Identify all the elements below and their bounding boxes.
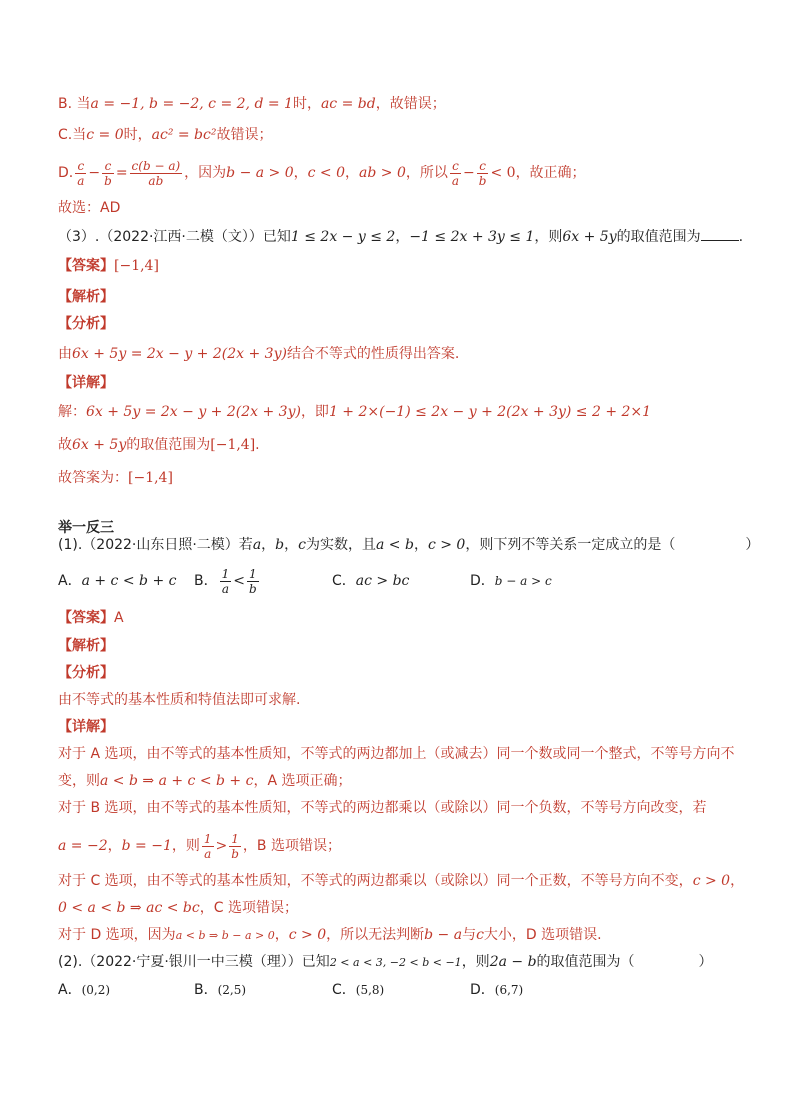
text: 故选：AD <box>58 200 121 216</box>
numerator: c <box>450 159 461 174</box>
text: 的取值范围为 <box>126 437 211 453</box>
math: c = 0 <box>86 127 124 143</box>
text: ，故错误； <box>375 96 446 112</box>
fraction <box>202 832 214 861</box>
line-fenxi3-label <box>58 314 114 334</box>
text: D. <box>58 165 74 181</box>
text: 时， <box>292 96 321 112</box>
option-label: A． <box>58 982 82 998</box>
text: ， <box>413 537 428 553</box>
text: 由 <box>58 346 72 362</box>
math: 6x + 5y = 2x − y + 2(2x + 3y) <box>72 346 287 362</box>
text: 时， <box>123 127 152 143</box>
fraction <box>102 159 114 188</box>
option-label: D． <box>470 573 495 589</box>
math: (2,5) <box>217 983 247 997</box>
text: (2).（2022·宁夏·银川一中三模（理））已知 <box>58 954 330 970</box>
option-b <box>194 566 261 596</box>
line-ans <box>58 468 173 488</box>
text: 与 <box>462 927 477 943</box>
math: a = −2 <box>58 838 108 854</box>
option-c <box>332 980 384 1000</box>
math: c > 0 <box>288 927 327 943</box>
text: (1).（2022·山东日照·二模）若 <box>58 537 253 553</box>
answer-label: 【答案】 <box>58 258 114 274</box>
line-fenxi3 <box>58 344 459 364</box>
math: − <box>88 165 101 181</box>
text: A <box>114 610 124 626</box>
text: ， <box>730 873 745 889</box>
heading-text: 举一反三 <box>58 520 114 536</box>
answer-label: 【答案】 <box>58 610 114 626</box>
math: ab > 0 <box>359 165 406 181</box>
text: 结合不等式的性质得出答案. <box>286 346 460 362</box>
math: 6x + 5y <box>562 229 617 245</box>
text: ，因为 <box>184 165 227 181</box>
line-fenxi1-label <box>58 663 114 683</box>
math: ac² = bc² <box>151 127 217 143</box>
denominator: a <box>77 173 85 188</box>
text: 对于 D 选项，因为 <box>58 927 176 943</box>
denominator: b <box>104 173 112 188</box>
option-label: D． <box>470 982 495 998</box>
math: b − a <box>424 927 463 943</box>
math: 2 < a < 3, −2 < b < −1 <box>329 956 462 969</box>
text: ， <box>395 229 410 245</box>
text: ，A 选项正确； <box>253 773 352 789</box>
denominator: a <box>451 173 460 188</box>
numerator: c(b − a) <box>131 158 181 173</box>
line-detail3 <box>58 402 651 422</box>
text: ，则 <box>171 838 200 854</box>
numerator: c <box>102 159 114 174</box>
fraction <box>75 159 86 188</box>
math: a <box>252 537 262 553</box>
text: 故错误； <box>216 127 273 143</box>
text: 变，则 <box>58 773 100 789</box>
numerator: 1 <box>229 832 241 847</box>
denominator: ab <box>148 173 164 188</box>
line-choose <box>58 198 120 218</box>
text: ，B 选项错误； <box>242 838 341 854</box>
math: (0,2) <box>81 983 111 997</box>
option-label: B． <box>194 573 218 589</box>
text: ， <box>261 537 276 553</box>
fraction <box>247 567 259 596</box>
math: 2a − b <box>489 954 537 970</box>
numerator: c <box>75 159 86 174</box>
denominator: a <box>204 846 212 861</box>
text: 由不等式的基本性质和特值法即可求解. <box>58 692 301 708</box>
detail-label: 【详解】 <box>58 719 114 735</box>
math: (5,8) <box>355 983 385 997</box>
numerator: 1 <box>203 831 212 846</box>
q2-options <box>58 980 758 1002</box>
line-q3 <box>58 226 743 247</box>
fraction <box>450 159 461 188</box>
math: c > 0 <box>692 873 731 889</box>
text: ， <box>284 537 299 553</box>
text: ，则下列不等关系一定成立的是（ <box>465 537 676 553</box>
detail1-line3 <box>58 798 707 818</box>
math: b − a > c <box>494 574 552 588</box>
text: ） <box>745 537 760 553</box>
option-c <box>332 571 409 591</box>
line-c <box>58 125 272 145</box>
math: b = −1 <box>121 838 172 854</box>
math: c <box>476 927 484 943</box>
text: （3）.（2022·江西·二模（文））已知 <box>58 229 291 245</box>
line-q2 <box>58 952 713 973</box>
line-d <box>58 158 586 188</box>
math: c < 0 <box>307 165 346 181</box>
math: 6x + 5y = 2x − y + 2(2x + 3y) <box>86 404 301 420</box>
analysis-label: 【解析】 <box>58 289 114 305</box>
option-a <box>58 571 176 591</box>
text: 故答案为： <box>58 470 128 486</box>
math: b <box>275 537 285 553</box>
line-gu <box>58 435 260 455</box>
line-detail3-label <box>58 373 114 393</box>
text: ，即 <box>300 404 329 420</box>
text: 解： <box>58 404 86 420</box>
text: ，所以 <box>405 165 448 181</box>
detail-label: 【详解】 <box>58 375 114 391</box>
text: ， <box>345 165 360 181</box>
option-label: C． <box>332 982 356 998</box>
text: . <box>738 229 744 245</box>
text: 对于 C 选项，由不等式的基本性质知，不等式的两边都乘以（或除以）同一个正数，不等号方向不变， <box>58 873 693 889</box>
text: 为实数，且 <box>305 537 376 553</box>
math: 0 < a < b ⇒ ac < bc <box>58 900 200 916</box>
detail1-line7 <box>58 925 602 946</box>
option-a <box>58 980 110 1000</box>
denominator: b <box>248 581 257 596</box>
answer-blank <box>701 226 739 241</box>
q1-options <box>58 566 758 596</box>
text: ，C 选项错误； <box>199 900 298 916</box>
fraction <box>477 159 489 188</box>
text: ） <box>698 954 713 970</box>
text: ，则 <box>461 954 490 970</box>
option-label: B． <box>194 982 218 998</box>
text: C.当 <box>58 127 87 143</box>
math: = <box>115 165 128 181</box>
option-label: A． <box>58 573 82 589</box>
math: a = −1, b = −2, c = 2, d = 1 <box>90 96 293 112</box>
detail1-line5 <box>58 871 744 891</box>
math: − <box>463 165 475 181</box>
fraction <box>229 832 241 861</box>
option-d <box>470 980 523 1000</box>
line-analysis1 <box>58 636 114 656</box>
text: 对于 A 选项，由不等式的基本性质知，不等式的两边都加上（或减去）同一个数或同一个整式，不等号方向不 <box>58 746 735 762</box>
numerator: 1 <box>221 566 230 581</box>
text: ， <box>107 838 122 854</box>
math: [−1,4] <box>210 437 256 453</box>
numerator: 1 <box>247 567 259 582</box>
fenxi-label: 【分析】 <box>58 316 114 332</box>
detail1-line6 <box>58 898 298 918</box>
math: [−1,4] <box>128 470 173 486</box>
math: < 0 <box>490 165 516 181</box>
text: B. 当 <box>58 96 91 112</box>
math: 1 ≤ 2x − y ≤ 2 <box>290 229 396 245</box>
text: ， <box>274 927 289 943</box>
fraction <box>220 567 232 596</box>
text: ，所以无法判断 <box>326 927 425 943</box>
line-fenxi1 <box>58 690 300 710</box>
math: ac > bc <box>355 573 410 589</box>
math: a + c < b + c <box>81 573 177 589</box>
option-label: C． <box>332 573 356 589</box>
denominator: a <box>221 581 229 596</box>
detail1-line4 <box>58 831 341 861</box>
text: . <box>255 437 260 453</box>
line-answer1 <box>58 608 124 628</box>
math: b − a > 0 <box>226 165 294 181</box>
option-b <box>194 980 246 1000</box>
text: ，故正确； <box>515 165 586 181</box>
math: 6x + 5y <box>72 437 127 453</box>
numerator: c <box>477 159 489 174</box>
text: 故 <box>58 437 72 453</box>
detail1-line1 <box>58 744 734 764</box>
text: 大小，D 选项错误. <box>483 927 602 943</box>
denominator: b <box>231 846 239 861</box>
math: 1 + 2×(−1) ≤ 2x − y + 2(2x + 3y) ≤ 2 + 2×1 <box>328 404 652 420</box>
analysis-label: 【解析】 <box>58 638 114 654</box>
math: c <box>298 537 306 553</box>
text: 对于 B 选项，由不等式的基本性质知，不等式的两边都乘以（或除以）同一个负数，不等号方向改变，若 <box>58 800 707 816</box>
line-analysis3 <box>58 287 114 307</box>
text: 的取值范围为 <box>616 229 701 245</box>
math: ac = bd <box>320 96 376 112</box>
text: 的取值范围为（ <box>536 954 635 970</box>
text: ，则 <box>534 229 563 245</box>
math: > <box>215 838 228 854</box>
fraction <box>130 159 183 188</box>
line-answer3 <box>58 256 159 276</box>
math: (6,7) <box>494 983 524 997</box>
detail1-line2 <box>58 771 351 791</box>
math: a < b ⇒ b − a > 0 <box>175 929 275 942</box>
line-b <box>58 94 446 114</box>
math: c > 0 <box>427 537 466 553</box>
math: −1 ≤ 2x + 3y ≤ 1 <box>409 229 535 245</box>
line-detail1-label <box>58 717 114 737</box>
math: [−1,4] <box>114 258 159 274</box>
fenxi-label: 【分析】 <box>58 665 114 681</box>
math: < <box>233 573 245 589</box>
text: ， <box>293 165 308 181</box>
math: a < b <box>375 537 414 553</box>
option-d <box>470 571 552 591</box>
denominator: b <box>478 173 487 188</box>
line-q1 <box>58 535 759 555</box>
math: a < b ⇒ a + c < b + c <box>100 773 254 789</box>
